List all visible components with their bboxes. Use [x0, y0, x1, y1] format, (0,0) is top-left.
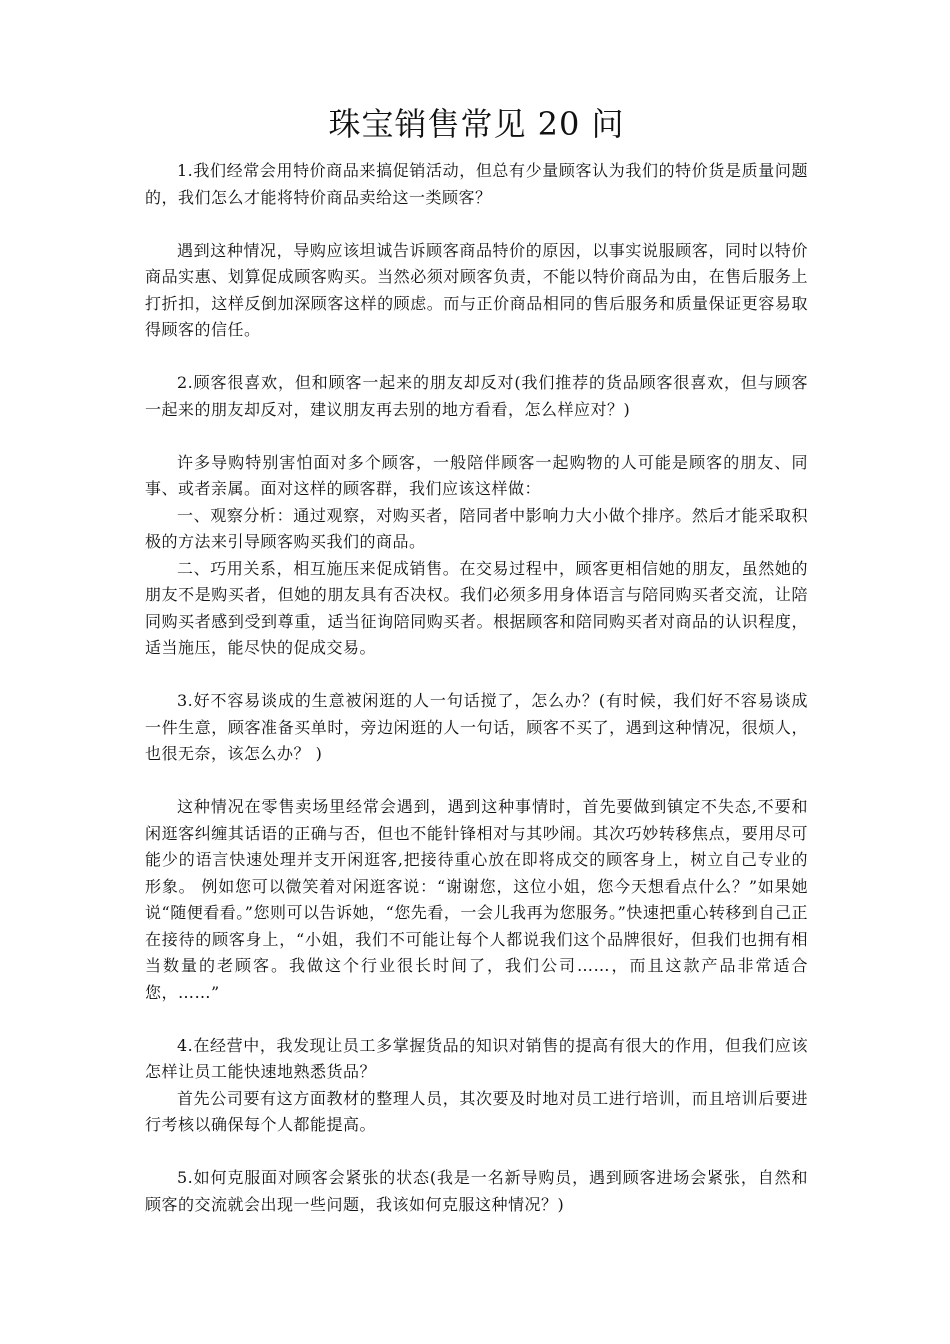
answer-4: 首先公司要有这方面教材的整理人员，其次要及时地对员工进行培训，而且培训后要进行考核以确保每个人都能提高。: [145, 1088, 808, 1134]
question-5: 5.如何克服面对顾客会紧张的状态(我是一名新导购员，遇到顾客进场会紧张，自然和顾客的交流就会出现一些问题，我该如何克服这种情况？): [145, 1168, 808, 1214]
paragraph-gap: [145, 1139, 808, 1166]
answer-2-intro: 许多导购特别害怕面对多个顾客，一般陪伴顾客一起购物的人可能是顾客的朋友、同事、或者亲属。面对这样的顾客群，我们应该这样做：: [145, 452, 808, 498]
paragraph-gap: [145, 423, 808, 450]
answer-2-point-2: 二、巧用关系，相互施压来促成销售。在交易过程中，顾客更相信她的朋友，虽然她的朋友不是购买者，但她的朋友具有否决权。我们必须多用身体语言与陪同购买者交流，让陪同购买者感到受到尊重，适当征询陪同购买者。根据顾客和陪同购买者对商品的认识程度，适当施压，能尽快的促成交易。: [145, 558, 808, 657]
document-title: 珠宝销售常见 20 问: [328, 105, 625, 143]
question-3: 3.好不容易谈成的生意被闲逛的人一句话搅了，怎么办？(有时候，我们好不容易谈成一件生意，顾客准备买单时，旁边闲逛的人一句话，顾客不买了，遇到这种情况，很烦人，也很无奈，该怎么办？ ): [145, 691, 808, 763]
paragraph-gap: [145, 768, 808, 795]
question-2: 2.顾客很喜欢，但和顾客一起来的朋友却反对(我们推荐的货品顾客很喜欢，但与顾客一起来的朋友却反对，建议朋友再去别的地方看看，怎么样应对？): [145, 373, 808, 419]
paragraph-gap: [145, 211, 808, 238]
answer-1: 遇到这种情况，导购应该坦诚告诉顾客商品特价的原因，以事实说服顾客，同时以特价商品实惠、划算促成顾客购买。当然必须对顾客负责，不能以特价商品为由，在售后服务上打折扣，这样反倒加深顾客这样的顾虑。而与正价商品相同的售后服务和质量保证更容易取得顾客的信任。: [145, 240, 808, 339]
paragraph-gap: [145, 344, 808, 371]
document-page: [145, 100, 808, 1218]
paragraph-gap: [145, 662, 808, 689]
question-1: 1.我们经常会用特价商品来搞促销活动，但总有少量顾客认为我们的特价货是质量问题的，我们怎么才能将特价商品卖给这一类顾客？: [145, 161, 808, 207]
paragraph-gap: [145, 1006, 808, 1033]
answer-3: 这种情况在零售卖场里经常会遇到，遇到这种事情时，首先要做到镇定不失态,不要和闲逛客纠缠其话语的正确与否，但也不能针锋相对与其吵闹。其次巧妙转移焦点，要用尽可能少的语言快速处理并支开闲逛客,把接待重心放在即将成交的顾客身上，树立自己专业的形象。 例如您可以微笑着对闲逛客说：“谢谢您，这位小姐，您今天想看点什么？”如果她说“随便看看。”您则可以告诉她，“您先看，一会儿我再为您服务。”快速把重心转移到自己正在接待的顾客身上，“小姐，我们不可能让每个人都说我们这个品牌很好，但我们也拥有相当数量的老顾客。我做这个行业很长时间了，我们公司……，而且这款产品非常适合您，……”: [145, 797, 808, 1002]
answer-2-point-1: 一、观察分析：通过观察，对购买者，陪同者中影响力大小做个排序。然后才能采取积极的方法来引导顾客购买我们的商品。: [145, 505, 808, 551]
question-4: 4.在经营中，我发现让员工多掌握货品的知识对销售的提高有很大的作用，但我们应该怎样让员工能快速地熟悉货品？: [145, 1035, 808, 1081]
